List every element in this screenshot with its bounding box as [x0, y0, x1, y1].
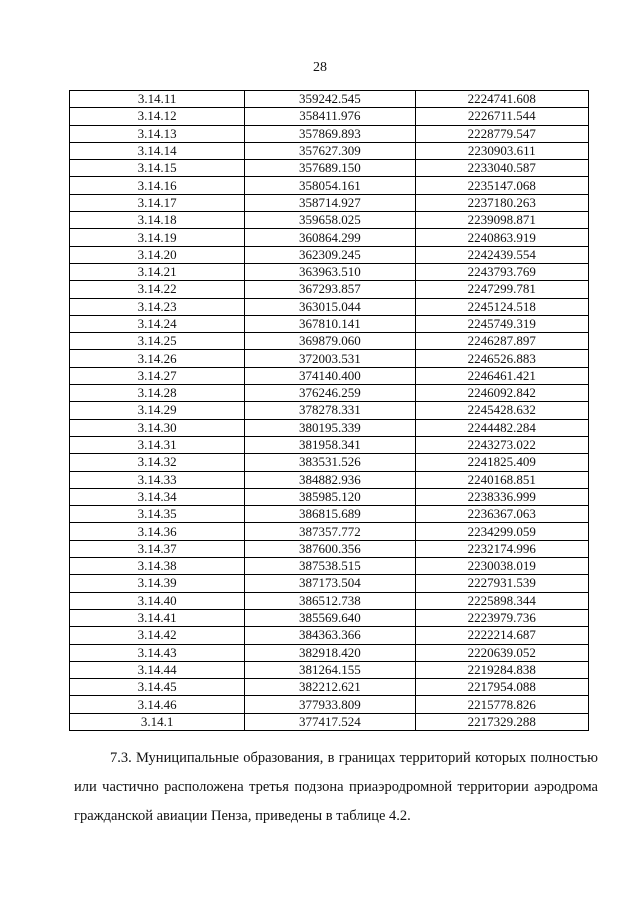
- point-number-cell: 3.14.29: [70, 402, 245, 419]
- table-row: [70, 298, 589, 315]
- coordinates-table-body: [70, 91, 589, 731]
- table-row: [70, 91, 589, 108]
- y-coordinate-cell: 2245428.632: [415, 402, 588, 419]
- y-coordinate-cell: 2235147.068: [415, 177, 588, 194]
- y-coordinate-cell: 2220639.052: [415, 644, 588, 661]
- point-number-cell: 3.14.19: [70, 229, 245, 246]
- table-row: [70, 609, 589, 626]
- x-coordinate-cell: 363963.510: [245, 263, 415, 280]
- y-coordinate-cell: 2217329.288: [415, 713, 588, 730]
- x-coordinate-cell: 363015.044: [245, 298, 415, 315]
- x-coordinate-cell: 386815.689: [245, 506, 415, 523]
- point-number-cell: 3.14.27: [70, 367, 245, 384]
- point-number-cell: 3.14.24: [70, 315, 245, 332]
- y-coordinate-cell: 2240863.919: [415, 229, 588, 246]
- point-number-cell: 3.14.20: [70, 246, 245, 263]
- point-number-cell: 3.14.18: [70, 212, 245, 229]
- x-coordinate-cell: 380195.339: [245, 419, 415, 436]
- table-row: [70, 177, 589, 194]
- point-number-cell: 3.14.15: [70, 160, 245, 177]
- page-number: 28: [313, 60, 327, 75]
- x-coordinate-cell: 378278.331: [245, 402, 415, 419]
- table-row: [70, 229, 589, 246]
- table-row: [70, 246, 589, 263]
- y-coordinate-cell: 2245749.319: [415, 315, 588, 332]
- table-row: [70, 696, 589, 713]
- y-coordinate-cell: 2238336.999: [415, 488, 588, 505]
- table-row: [70, 315, 589, 332]
- x-coordinate-cell: 374140.400: [245, 367, 415, 384]
- x-coordinate-cell: 382918.420: [245, 644, 415, 661]
- x-coordinate-cell: 360864.299: [245, 229, 415, 246]
- x-coordinate-cell: 359242.545: [245, 91, 415, 108]
- point-number-cell: 3.14.31: [70, 436, 245, 453]
- point-number-cell: 3.14.11: [70, 91, 245, 108]
- x-coordinate-cell: 372003.531: [245, 350, 415, 367]
- y-coordinate-cell: 2215778.826: [415, 696, 588, 713]
- point-number-cell: 3.14.26: [70, 350, 245, 367]
- point-number-cell: 3.14.35: [70, 506, 245, 523]
- coordinates-table: [69, 90, 589, 731]
- y-coordinate-cell: 2224741.608: [415, 91, 588, 108]
- x-coordinate-cell: 382212.621: [245, 679, 415, 696]
- x-coordinate-cell: 358054.161: [245, 177, 415, 194]
- y-coordinate-cell: 2246092.842: [415, 385, 588, 402]
- y-coordinate-cell: 2219284.838: [415, 661, 588, 678]
- x-coordinate-cell: 367293.857: [245, 281, 415, 298]
- point-number-cell: 3.14.28: [70, 385, 245, 402]
- table-row: [70, 506, 589, 523]
- y-coordinate-cell: 2240168.851: [415, 471, 588, 488]
- y-coordinate-cell: 2246287.897: [415, 333, 588, 350]
- x-coordinate-cell: 384882.936: [245, 471, 415, 488]
- point-number-cell: 3.14.30: [70, 419, 245, 436]
- y-coordinate-cell: 2223979.736: [415, 609, 588, 626]
- point-number-cell: 3.14.13: [70, 125, 245, 142]
- y-coordinate-cell: 2236367.063: [415, 506, 588, 523]
- table-row: [70, 385, 589, 402]
- table-row: [70, 575, 589, 592]
- x-coordinate-cell: 387173.504: [245, 575, 415, 592]
- y-coordinate-cell: 2246526.883: [415, 350, 588, 367]
- x-coordinate-cell: 385985.120: [245, 488, 415, 505]
- point-number-cell: 3.14.42: [70, 627, 245, 644]
- x-coordinate-cell: 358411.976: [245, 108, 415, 125]
- table-row: [70, 592, 589, 609]
- y-coordinate-cell: 2222214.687: [415, 627, 588, 644]
- table-row: [70, 350, 589, 367]
- y-coordinate-cell: 2226711.544: [415, 108, 588, 125]
- point-number-cell: 3.14.22: [70, 281, 245, 298]
- table-row: [70, 523, 589, 540]
- point-number-cell: 3.14.37: [70, 540, 245, 557]
- point-number-cell: 3.14.25: [70, 333, 245, 350]
- x-coordinate-cell: 386512.738: [245, 592, 415, 609]
- table-row: [70, 333, 589, 350]
- point-number-cell: 3.14.1: [70, 713, 245, 730]
- point-number-cell: 3.14.17: [70, 194, 245, 211]
- y-coordinate-cell: 2225898.344: [415, 592, 588, 609]
- point-number-cell: 3.14.33: [70, 471, 245, 488]
- table-row: [70, 471, 589, 488]
- x-coordinate-cell: 381958.341: [245, 436, 415, 453]
- x-coordinate-cell: 383531.526: [245, 454, 415, 471]
- y-coordinate-cell: 2247299.781: [415, 281, 588, 298]
- table-row: [70, 540, 589, 557]
- y-coordinate-cell: 2227931.539: [415, 575, 588, 592]
- x-coordinate-cell: 357869.893: [245, 125, 415, 142]
- point-number-cell: 3.14.44: [70, 661, 245, 678]
- x-coordinate-cell: 387538.515: [245, 558, 415, 575]
- table-row: [70, 125, 589, 142]
- x-coordinate-cell: 377933.809: [245, 696, 415, 713]
- table-row: [70, 454, 589, 471]
- point-number-cell: 3.14.21: [70, 263, 245, 280]
- x-coordinate-cell: 377417.524: [245, 713, 415, 730]
- y-coordinate-cell: 2228779.547: [415, 125, 588, 142]
- x-coordinate-cell: 358714.927: [245, 194, 415, 211]
- table-row: [70, 160, 589, 177]
- table-row: [70, 108, 589, 125]
- y-coordinate-cell: 2217954.088: [415, 679, 588, 696]
- x-coordinate-cell: 369879.060: [245, 333, 415, 350]
- y-coordinate-cell: 2243273.022: [415, 436, 588, 453]
- x-coordinate-cell: 385569.640: [245, 609, 415, 626]
- x-coordinate-cell: 381264.155: [245, 661, 415, 678]
- table-row: [70, 212, 589, 229]
- table-row: [70, 558, 589, 575]
- point-number-cell: 3.14.23: [70, 298, 245, 315]
- y-coordinate-cell: 2230038.019: [415, 558, 588, 575]
- point-number-cell: 3.14.12: [70, 108, 245, 125]
- table-row: [70, 419, 589, 436]
- x-coordinate-cell: 387357.772: [245, 523, 415, 540]
- point-number-cell: 3.14.32: [70, 454, 245, 471]
- point-number-cell: 3.14.45: [70, 679, 245, 696]
- y-coordinate-cell: 2243793.769: [415, 263, 588, 280]
- table-row: [70, 644, 589, 661]
- y-coordinate-cell: 2233040.587: [415, 160, 588, 177]
- point-number-cell: 3.14.39: [70, 575, 245, 592]
- table-row: [70, 713, 589, 730]
- x-coordinate-cell: 384363.366: [245, 627, 415, 644]
- y-coordinate-cell: 2234299.059: [415, 523, 588, 540]
- table-row: [70, 679, 589, 696]
- table-row: [70, 367, 589, 384]
- point-number-cell: 3.14.36: [70, 523, 245, 540]
- y-coordinate-cell: 2245124.518: [415, 298, 588, 315]
- y-coordinate-cell: 2239098.871: [415, 212, 588, 229]
- point-number-cell: 3.14.16: [70, 177, 245, 194]
- point-number-cell: 3.14.14: [70, 142, 245, 159]
- point-number-cell: 3.14.38: [70, 558, 245, 575]
- x-coordinate-cell: 357689.150: [245, 160, 415, 177]
- x-coordinate-cell: 387600.356: [245, 540, 415, 557]
- point-number-cell: 3.14.41: [70, 609, 245, 626]
- table-row: [70, 661, 589, 678]
- table-row: [70, 402, 589, 419]
- point-number-cell: 3.14.34: [70, 488, 245, 505]
- x-coordinate-cell: 359658.025: [245, 212, 415, 229]
- point-number-cell: 3.14.46: [70, 696, 245, 713]
- x-coordinate-cell: 357627.309: [245, 142, 415, 159]
- x-coordinate-cell: 362309.245: [245, 246, 415, 263]
- x-coordinate-cell: 376246.259: [245, 385, 415, 402]
- y-coordinate-cell: 2242439.554: [415, 246, 588, 263]
- table-row: [70, 142, 589, 159]
- y-coordinate-cell: 2232174.996: [415, 540, 588, 557]
- y-coordinate-cell: 2241825.409: [415, 454, 588, 471]
- x-coordinate-cell: 367810.141: [245, 315, 415, 332]
- y-coordinate-cell: 2246461.421: [415, 367, 588, 384]
- y-coordinate-cell: 2244482.284: [415, 419, 588, 436]
- y-coordinate-cell: 2237180.263: [415, 194, 588, 211]
- point-number-cell: 3.14.40: [70, 592, 245, 609]
- table-row: [70, 194, 589, 211]
- table-row: [70, 627, 589, 644]
- body-paragraph: 7.3. Муниципальные образования, в границах территорий которых полностью или частично расположена третья подзона приаэродромной территории аэродрома гражданской авиации Пенза, приведены в таблице 4.2.: [74, 750, 598, 824]
- point-number-cell: 3.14.43: [70, 644, 245, 661]
- table-row: [70, 263, 589, 280]
- table-row: [70, 436, 589, 453]
- table-row: [70, 488, 589, 505]
- y-coordinate-cell: 2230903.611: [415, 142, 588, 159]
- table-row: [70, 281, 589, 298]
